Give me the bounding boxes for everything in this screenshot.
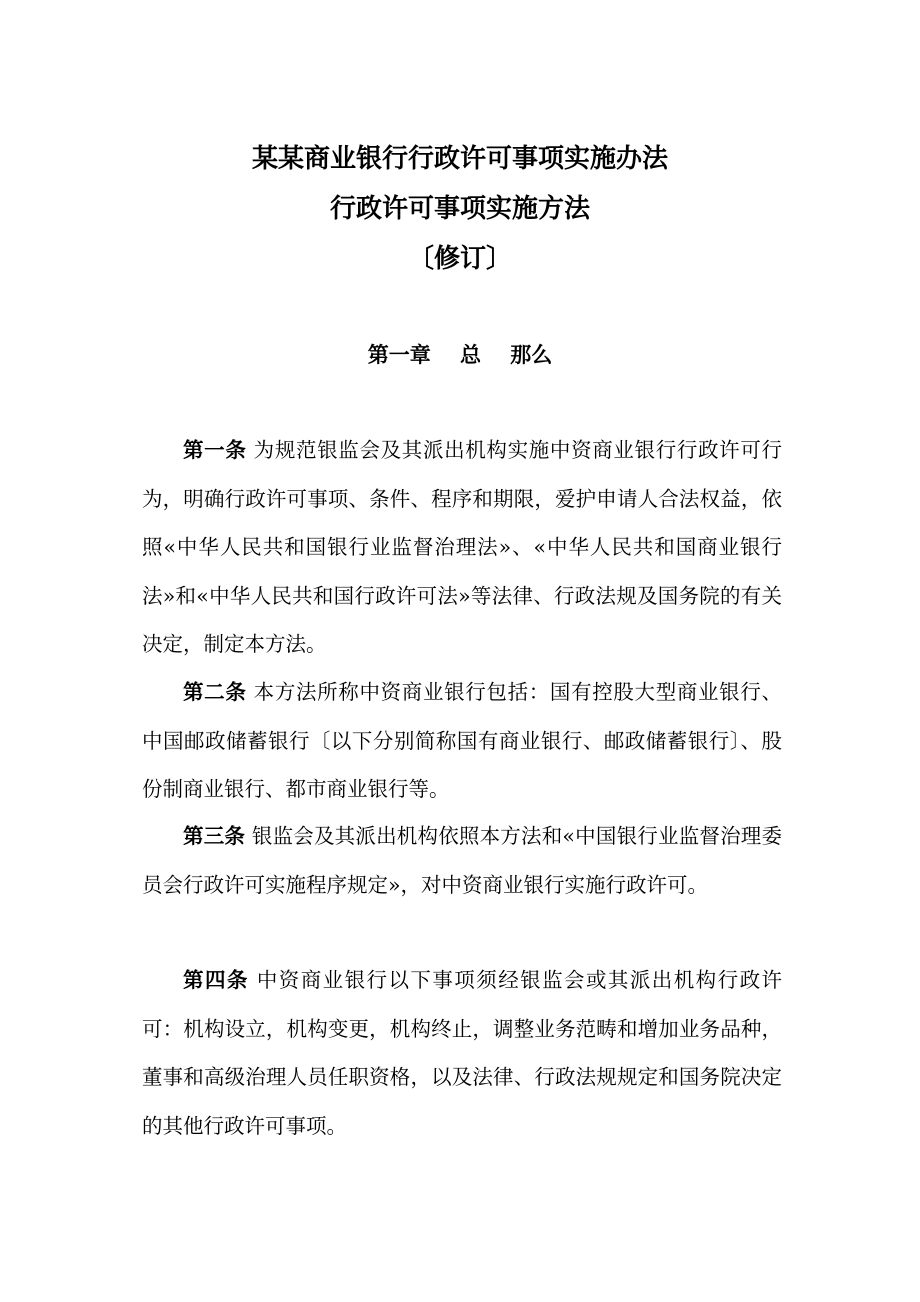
document-subtitle: 行政许可事项实施方法 [329, 194, 590, 224]
article-3 [142, 812, 782, 909]
article-1 [142, 426, 782, 669]
article-number: 第一条 [183, 438, 247, 462]
article-text: 本方法所称中资商业银行包括：国有控股大型商业银行、中国邮政储蓄银行〔以下分别简称国有商业银行、邮政储蓄银行〕、股份制商业银行、都市商业银行等。 [142, 680, 783, 801]
article-number: 第四条 [183, 968, 249, 992]
article-number: 第三条 [183, 824, 246, 848]
revision-note: 〔修订〕 [407, 244, 512, 274]
article-4 [142, 956, 782, 1150]
article-text: 为规范银监会及其派出机构实施中资商业银行行政许可行为，明确行政许可事项、条件、程序和期限，爱护申请人合法权益，依照«中华人民共和国银行业监督治理法»、«中华人民共和国商业银行法»和«中华人民共和国行政许可法»等法律、行政法规及国务院的有关决定，制定本方法。 [142, 438, 783, 656]
article-text: 银监会及其派出机构依照本方法和«中国银行业监督治理委员会行政许可实施程序规定»，对中资商业银行实施行政许可。 [142, 824, 783, 897]
document-title: 某某商业银行行政许可事项实施办法 [251, 144, 668, 174]
chapter-heading: 第一章 总 那么 [367, 343, 553, 367]
article-2 [142, 668, 782, 814]
article-number: 第二条 [183, 680, 247, 704]
article-text: 中资商业银行以下事项须经银监会或其派出机构行政许可：机构设立，机构变更，机构终止，调整业务范畴和增加业务品种，董事和高级治理人员任职资格，以及法律、行政法规规定和国务院决定的其他行政许可事项。 [142, 968, 783, 1138]
